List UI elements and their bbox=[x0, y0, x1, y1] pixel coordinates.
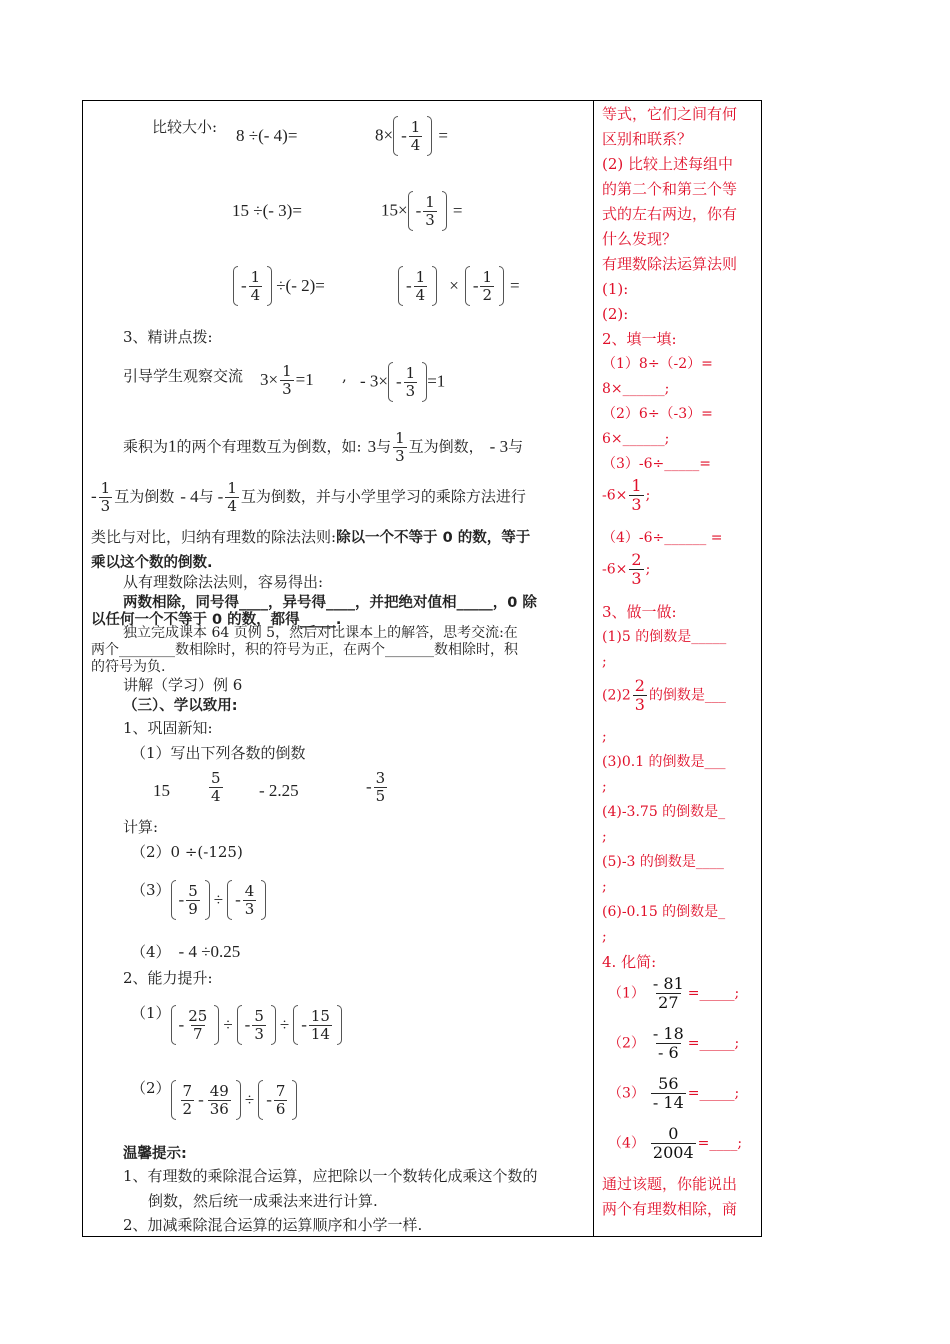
improve-problem-1: （1） - $\frac{25}{7}$ ÷ - $\frac{5}{3}$ ÷ - $\frac{15}{14}$ bbox=[131, 1005, 342, 1045]
reciprocal-line-4: 乘以这个数的倒数. bbox=[91, 555, 213, 571]
division-rule-1: (1): bbox=[602, 280, 629, 298]
right-line-5: 式的左右两边，你有 bbox=[602, 205, 738, 223]
section-apply-title: （三）、学以致用: bbox=[123, 698, 238, 714]
guide-separator: , bbox=[342, 367, 347, 385]
recip-item-minus-2-25: - 2.25 bbox=[259, 781, 299, 800]
compare-expr-3b: - $\frac{1}{4}$ × - $\frac{1}{2}$ = bbox=[398, 266, 520, 306]
recip-item-15: 15 bbox=[153, 781, 170, 800]
fill-4b: -6× $\frac{2}{3}$ ; bbox=[602, 550, 651, 588]
recip-item-minus-3-5: - $\frac{3}{5}$ bbox=[366, 769, 386, 805]
right-line-2: 区别和联系？ bbox=[602, 130, 693, 148]
compare-expr-3a: - $\frac{1}{4}$ ÷(- 2)= bbox=[233, 266, 325, 306]
section-3-title: 3、精讲点拨: bbox=[123, 328, 213, 346]
fill-2b: 6×______; bbox=[602, 431, 670, 447]
simplify-4: （4） $\frac{0}{2004}$ =____; bbox=[608, 1124, 743, 1162]
right-line-4: 的第二个和第三个等 bbox=[602, 180, 738, 198]
do-3-end: ; bbox=[602, 779, 607, 795]
right-line-1: 等式，它们之间有何 bbox=[602, 105, 738, 123]
right-end-line-1: 通过该题，你能说出 bbox=[602, 1175, 738, 1193]
compare-expr-1a: 8 ÷(- 4)= bbox=[236, 126, 298, 145]
reciprocal-line-2: - $\frac{1}{3}$ 互为倒数 - 4与 - $\frac{1}{4}$ 互为倒数，并与小学里学习的乘除方法进行 bbox=[91, 479, 526, 515]
do-5: (5)-3 的倒数是____ bbox=[602, 854, 724, 870]
fill-3b: -6× $\frac{1}{3}$ ; bbox=[602, 476, 651, 514]
compare-label: 比较大小: bbox=[152, 118, 218, 136]
simplify-2: （2） $\frac{- 18}{- 6}$ =_____; bbox=[608, 1024, 740, 1062]
simplify-3: （3） $\frac{56}{- 14}$ =_____; bbox=[608, 1074, 740, 1112]
tip-1-line-2: 倒数，然后统一成乘法来进行计算. bbox=[148, 1192, 378, 1210]
do-4-end: ; bbox=[602, 829, 607, 845]
fill-1a: （1）8÷（-2）= bbox=[602, 356, 713, 372]
guide-expr-1: 3× $\frac{1}{3}$ =1 bbox=[260, 362, 314, 398]
tip-1-line-1: 1、有理数的乘除混合运算，应把除以一个数转化成乘这个数的 bbox=[123, 1167, 538, 1185]
simplify-title: 4. 化简: bbox=[602, 953, 657, 971]
apply-2-title: 2、能力提升: bbox=[123, 969, 213, 987]
fill-3a: （3）-6÷_____= bbox=[602, 456, 712, 472]
rule-line-1: 从有理数除法法则，容易得出: bbox=[123, 573, 324, 591]
rule-line-3: 以任何一个不等于 0 的数，都得_____. bbox=[91, 612, 342, 628]
do-4: (4)-3.75 的倒数是_ bbox=[602, 804, 726, 820]
textbook-line-2: 两个________数相除时，积的符号为正，在两个_______数相除时，积 bbox=[91, 642, 518, 658]
tip-2: 2、加减乘除混合运算的运算顺序和小学一样. bbox=[123, 1216, 423, 1234]
compare-expr-2a: 15 ÷(- 3)= bbox=[232, 201, 302, 220]
example-line: 讲解（学习）例 6 bbox=[123, 676, 243, 694]
fill-1b: 8×______; bbox=[602, 381, 670, 397]
apply-1-question-1: （1）写出下列各数的倒数 bbox=[131, 744, 306, 762]
division-rule-title: 有理数除法运算法则 bbox=[602, 255, 738, 273]
improve-problem-2: （2） $\frac{7}{2}$ - $\frac{49}{36}$ ÷ - $\frac{7}{6}$ bbox=[131, 1080, 297, 1120]
do-6-end: ; bbox=[602, 929, 607, 945]
simplify-1: （1） $\frac{- 81}{27}$ =_____; bbox=[608, 974, 740, 1012]
fill-title: 2、填一填: bbox=[602, 330, 677, 348]
textbook-line-3: 的符号为负. bbox=[91, 659, 166, 675]
apply-1-title: 1、巩固新知: bbox=[123, 719, 213, 737]
textbook-line-1: 独立完成课本 64 页例 5，然后对比课本上的解答，思考交流:在 bbox=[123, 625, 518, 641]
reciprocal-line-3: 类比与对比，归纳有理数的除法法则:除以一个不等于 0 的数，等于 bbox=[91, 528, 531, 546]
compare-expr-2b: 15× - $\frac{1}{3}$ = bbox=[381, 191, 462, 231]
right-line-6: 什么发现？ bbox=[602, 230, 678, 248]
reciprocal-line-1: 乘积为1的两个有理数互为倒数，如: 3与 $\frac{1}{3}$ 互为倒数， - 3与 bbox=[123, 429, 524, 465]
do-2-end: ; bbox=[602, 729, 607, 745]
fill-2a: （2）6÷（-3）= bbox=[602, 406, 713, 422]
calc-label: 计算: bbox=[123, 818, 159, 836]
right-end-line-2: 两个有理数相除，商 bbox=[602, 1200, 738, 1218]
tip-title: 温馨提示: bbox=[123, 1146, 187, 1162]
do-3: (3)0.1 的倒数是___ bbox=[602, 754, 726, 770]
guide-expr-2: - 3× - $\frac{1}{3}$ =1 bbox=[360, 362, 445, 402]
do-6: (6)-0.15 的倒数是_ bbox=[602, 904, 726, 920]
rule-line-2: 两数相除，同号得____，异号得____，并把绝对值相_____，0 除 bbox=[123, 595, 537, 611]
calc-3: （3） - $\frac{5}{9}$ ÷ - $\frac{4}{3}$ bbox=[131, 880, 266, 920]
column-divider bbox=[593, 100, 594, 1237]
right-line-3: (2) 比较上述每组中 bbox=[602, 155, 734, 173]
recip-item-5-4: $\frac{5}{4}$ bbox=[211, 769, 221, 805]
calc-2: （2）0 ÷(-125) bbox=[131, 843, 243, 861]
do-1-end: ; bbox=[602, 654, 607, 670]
do-2: (2)2 $\frac{2}{3}$ 的倒数是___ bbox=[602, 676, 726, 714]
calc-4: （4） - 4 ÷0.25 bbox=[131, 942, 241, 961]
do-5-end: ; bbox=[602, 879, 607, 895]
division-rule-2: (2): bbox=[602, 305, 629, 323]
fill-4a: （4）-6÷______ = bbox=[602, 530, 723, 546]
guide-label: 引导学生观察交流 bbox=[123, 367, 244, 385]
do-title: 3、做一做: bbox=[602, 603, 677, 621]
compare-expr-1b: 8× - $\frac{1}{4}$ = bbox=[375, 116, 448, 156]
do-1: (1)5 的倒数是_____ bbox=[602, 629, 727, 645]
